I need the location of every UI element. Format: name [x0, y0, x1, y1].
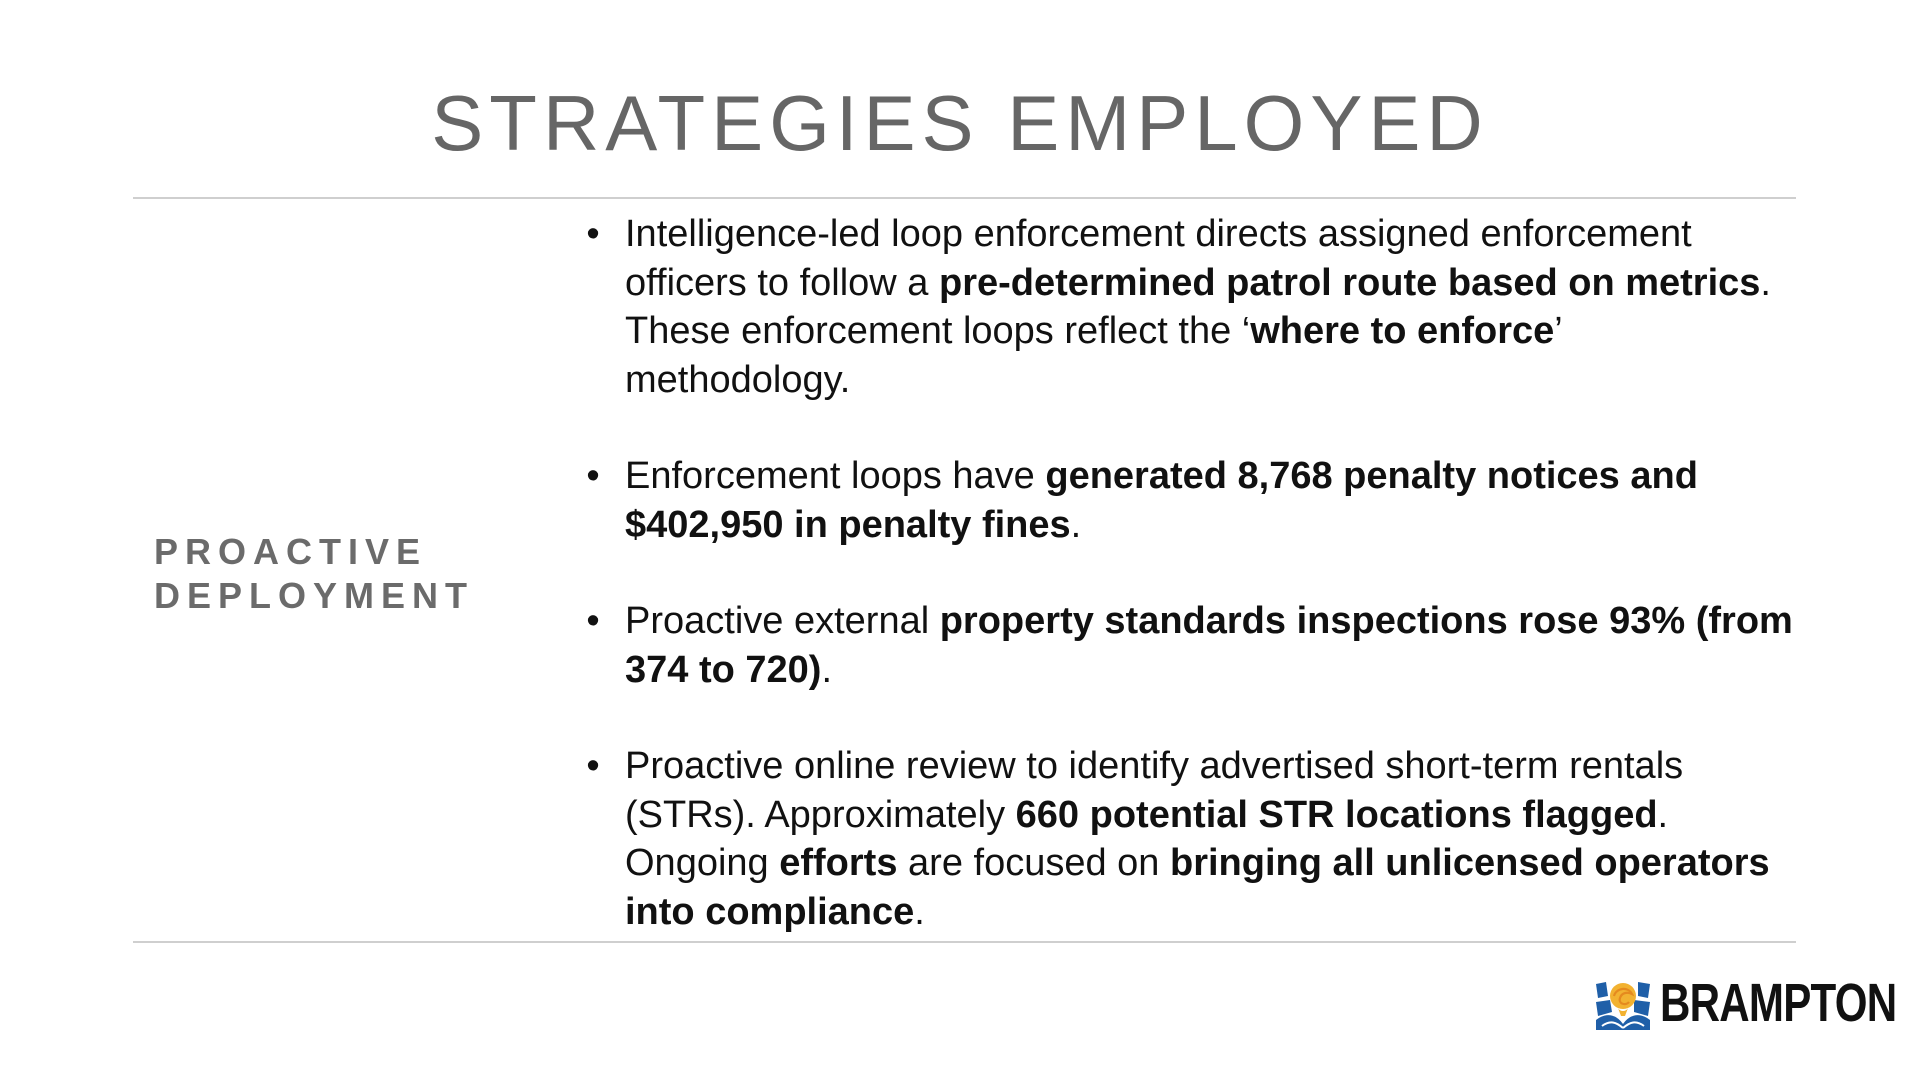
bullet-text: .	[914, 890, 925, 933]
bullet-text: are focused on	[897, 842, 1170, 884]
bullet-text-emphasis: 660 potential STR locations flagged	[1015, 793, 1658, 836]
bullet-text-emphasis: property standards inspections rose 93% (from 374 to 720)	[625, 600, 1793, 691]
brampton-logo	[1594, 975, 1920, 1031]
bullet-dot-icon: •	[586, 745, 600, 787]
brampton-wordmark: BRAMPTON	[1660, 973, 1897, 1033]
bullet-dot-icon: •	[586, 455, 600, 497]
bullet-text-emphasis: bringing all unlicensed operators into compliance	[625, 842, 1770, 933]
bullet-text: . Ongoing	[625, 793, 1669, 884]
bullet-dot-icon: •	[586, 213, 600, 255]
bullet-text-emphasis: pre-determined patrol route based on metrics	[939, 261, 1761, 304]
section-label-line-2: DEPLOYMENT	[154, 575, 475, 616]
bullet-item	[578, 452, 1793, 549]
slide-title: STRATEGIES EMPLOYED	[431, 79, 1489, 167]
bottom-divider	[133, 941, 1796, 943]
bullet-list	[578, 210, 1793, 936]
brampton-flower-logo-icon	[1594, 976, 1652, 1030]
bullet-text: Enforcement loops have	[625, 455, 1046, 497]
bullet-item	[578, 210, 1793, 404]
bullet-text: . These enforcement loops reflect the ‘	[625, 261, 1771, 352]
bullet-text: Intelligence-led loop enforcement directs assigned enforcement officers to follow a	[625, 213, 1692, 304]
section-label-line-1: PROACTIVE	[154, 531, 428, 572]
bullet-text: .	[821, 648, 833, 691]
bullet-text: Proactive online review to identify advertised short-term rentals (STRs). Approximately	[625, 745, 1684, 836]
bullet-text: ’ methodology.	[625, 310, 1562, 401]
bullet-text-emphasis: generated 8,768 penalty notices and $402,950 in penalty fines	[625, 455, 1698, 546]
section-label	[154, 530, 534, 618]
bullet-text-emphasis: efforts	[779, 842, 898, 884]
bullet-text-emphasis: where to enforce	[1250, 310, 1555, 352]
bullet-item	[578, 597, 1793, 694]
bullet-text: Proactive external	[625, 600, 940, 642]
bullet-text: .	[1070, 503, 1082, 546]
bullet-dot-icon: •	[586, 600, 600, 642]
bullet-item	[578, 742, 1793, 936]
top-divider	[133, 197, 1796, 199]
